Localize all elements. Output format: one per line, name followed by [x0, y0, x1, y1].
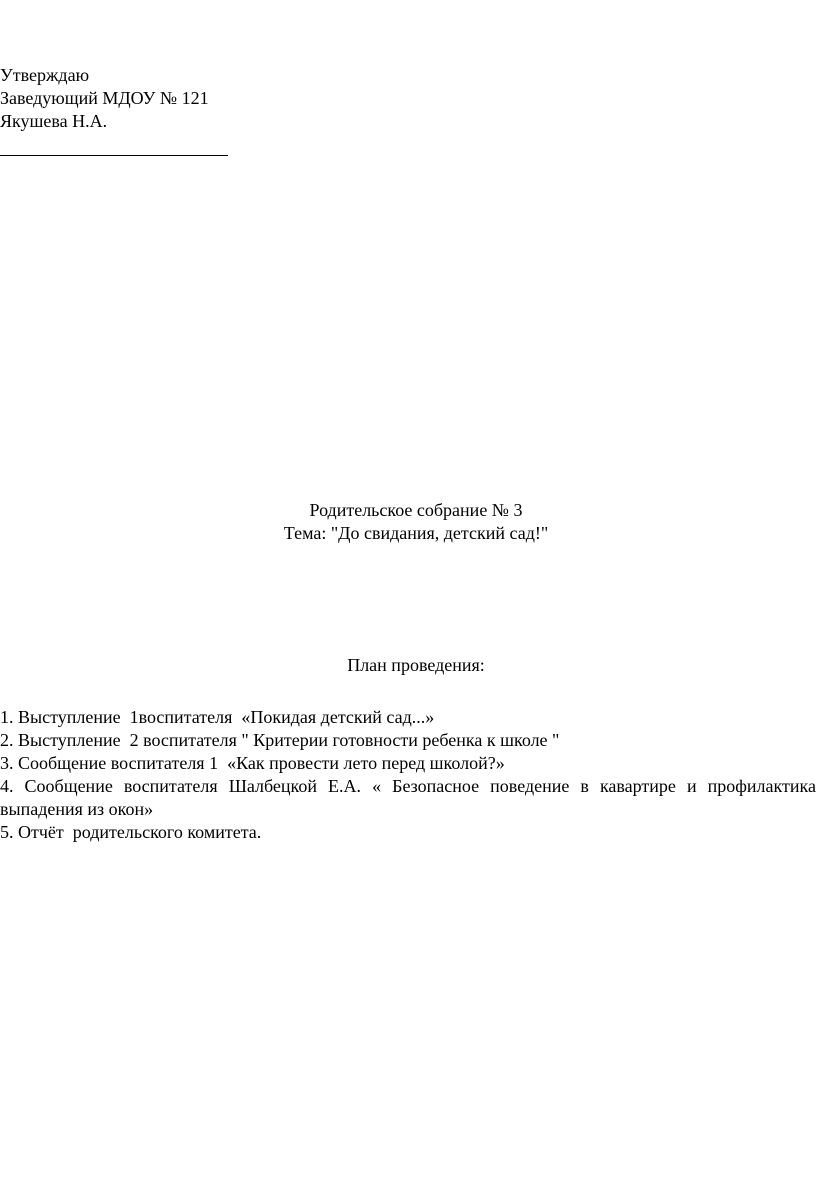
approval-title: Утверждаю	[0, 65, 90, 85]
meeting-title: Родительское собрание № 3	[309, 500, 523, 520]
approval-block	[0, 64, 228, 156]
approval-position: Заведующий МДОУ № 121	[0, 88, 209, 108]
signature-line	[0, 133, 228, 156]
plan-item-3: 3. Сообщение воспитателя 1 «Как провести лето перед школой?»	[0, 753, 505, 773]
meeting-theme: Тема: "До свидания, детский сад!"	[283, 523, 549, 543]
approval-name: Якушева Н.А.	[0, 111, 108, 131]
plan-item-5: 5. Отчёт родительского комитета.	[0, 822, 262, 842]
plan-heading: План проведения:	[347, 655, 485, 675]
plan-list	[0, 706, 816, 844]
plan-item-2: 2. Выступление 2 воспитателя " Критерии готовности ребенка к школе "	[0, 730, 560, 750]
plan-item-1: 1. Выступление 1воспитателя «Покидая детский сад...»	[0, 707, 435, 727]
plan-item-4: 4. Сообщение воспитателя Шалбецкой Е.А. « Безопасное поведение в кавартире и профилактика выпадения из окон»	[0, 776, 816, 819]
meeting-header	[0, 499, 816, 545]
plan-heading-block	[0, 654, 816, 677]
